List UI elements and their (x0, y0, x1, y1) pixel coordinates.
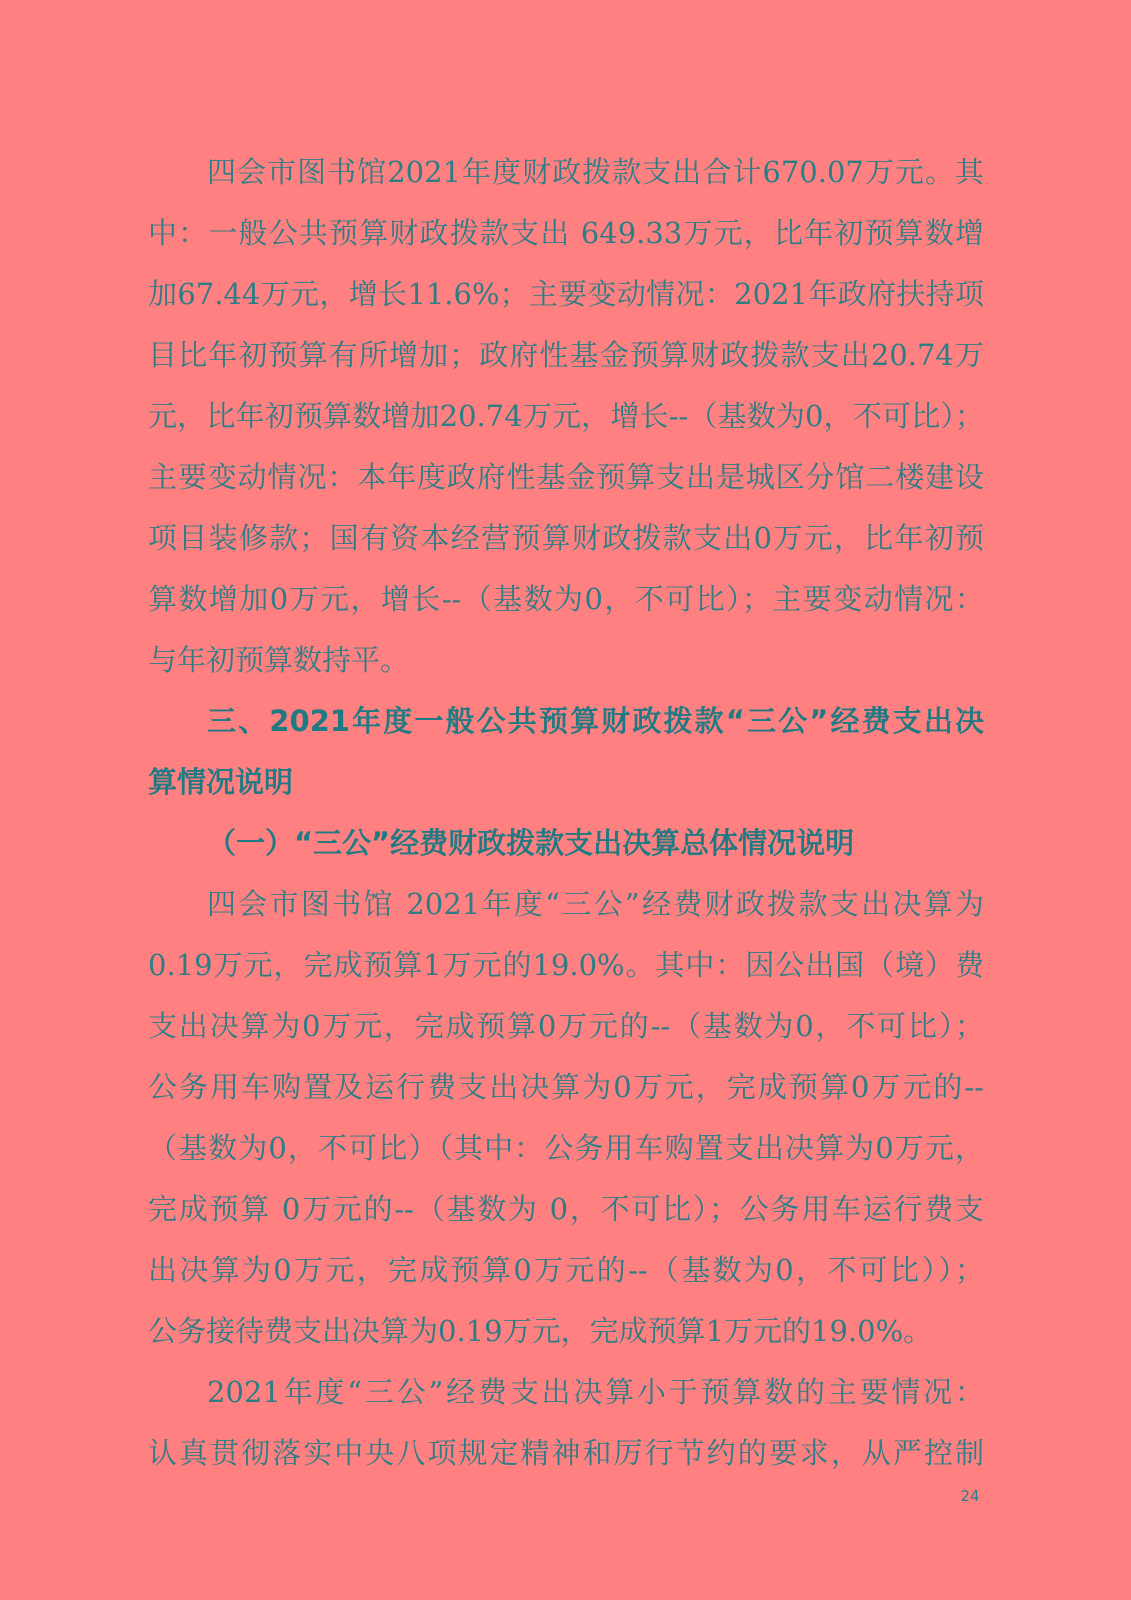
paragraph-line-3: 加67.44万元，增长11.6%；主要变动情况：2021年政府扶持项 (148, 277, 984, 311)
paragraph-line-9: 与年初预算数持平。 (148, 643, 410, 677)
paragraph-line-2: 中：一般公共预算财政拨款支出 649.33万元，比年初预算数增 (148, 216, 984, 250)
paragraph-line-1: 四会市图书馆2021年度财政拨款支出合计670.07万元。其 (207, 155, 984, 189)
paragraph-line-15: 完成预算 0万元的--（基数为 0，不可比）；公务用车运行费支 (148, 1192, 984, 1226)
subsection-heading: （一）“三公”经费财政拨款支出决算总体情况说明 (207, 826, 855, 860)
paragraph-line-5: 元，比年初预算数增加20.74万元，增长--（基数为0，不可比）； (148, 399, 984, 433)
paragraph-line-4: 目比年初预算有所增加；政府性基金预算财政拨款支出20.74万 (148, 338, 984, 372)
paragraph-line-8: 算数增加0万元，增长--（基数为0，不可比）；主要变动情况： (148, 582, 984, 616)
paragraph-line-16: 出决算为0万元，完成预算0万元的--（基数为0，不可比））； (148, 1253, 984, 1287)
paragraph-line-14: （基数为0，不可比）（其中：公务用车购置支出决算为0万元， (148, 1131, 984, 1165)
paragraph-line-13: 公务用车购置及运行费支出决算为0万元，完成预算0万元的-- (148, 1070, 984, 1104)
paragraph-line-12: 支出决算为0万元，完成预算0万元的--（基数为0，不可比）； (148, 1009, 984, 1043)
paragraph-line-10: 四会市图书馆 2021年度“三公”经费财政拨款支出决算为 (207, 887, 984, 921)
paragraph-line-18: 2021年度“三公”经费支出决算小于预算数的主要情况： (207, 1375, 984, 1409)
paragraph-line-6: 主要变动情况：本年度政府性基金预算支出是城区分馆二楼建设 (148, 460, 984, 494)
section-heading-line-1: 三、2021年度一般公共预算财政拨款“三公”经费支出决 (207, 704, 984, 738)
paragraph-line-7: 项目装修款；国有资本经营预算财政拨款支出0万元，比年初预 (148, 521, 984, 555)
paragraph-line-11: 0.19万元，完成预算1万元的19.0%。其中：因公出国（境）费 (148, 948, 984, 982)
paragraph-line-19: 认真贯彻落实中央八项规定精神和厉行节约的要求，从严控制 (148, 1436, 984, 1470)
paragraph-line-17: 公务接待费支出决算为0.19万元，完成预算1万元的19.0%。 (148, 1314, 933, 1348)
page-number: 24 (960, 1487, 980, 1505)
section-heading-line-2: 算情况说明 (148, 765, 294, 799)
